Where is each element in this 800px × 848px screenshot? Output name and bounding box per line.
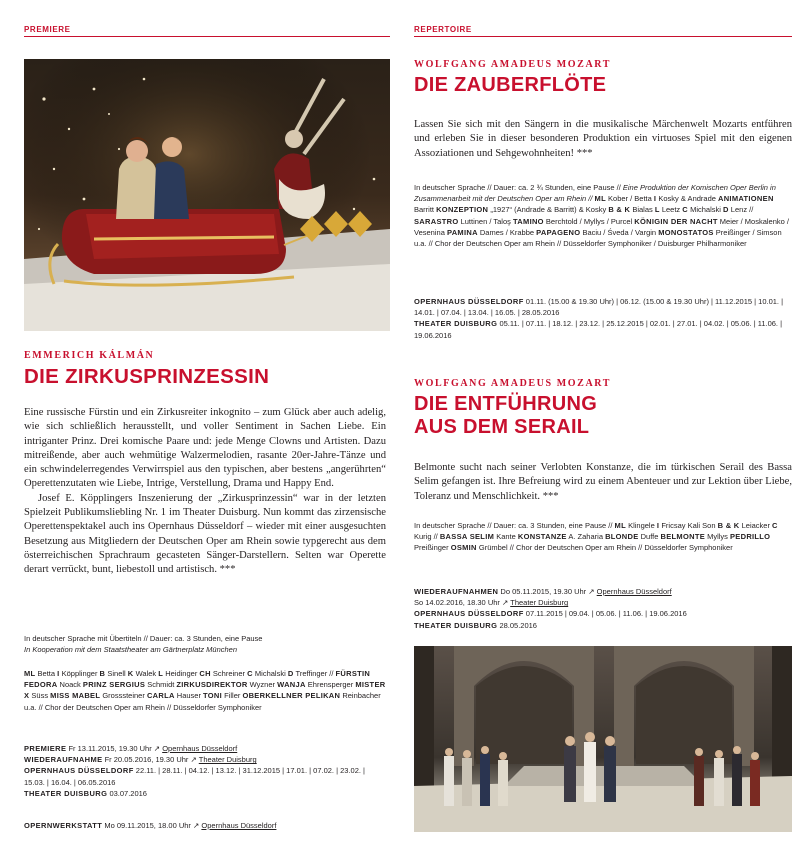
title-entfuehrung-line1: DIE ENTFÜHRUNG	[414, 393, 598, 415]
section-label-premiere: PREMIERE	[24, 25, 71, 34]
info-line: In deutscher Sprache mit Übertiteln // Dauer: ca. 3 Stunden, eine Pause	[24, 634, 263, 643]
composer-mozart-zauberfloete: WOLFGANG AMADEUS MOZART	[414, 59, 612, 70]
composer-kalman: EMMERICH KÁLMÁN	[24, 350, 155, 361]
stage-photo-serail	[414, 646, 792, 832]
info-block-zirkusprinzessin	[24, 633, 386, 655]
intro-entfuehrung: Belmonte sucht nach seiner Verlobten Konstanze, die im türkischen Serail des Bassa Selim gefangen ist. Ihre Befreiung wird zu einem Abenteuer und zur Lektion über Liebe, Toleranz und Menschlichkeit. ***	[414, 462, 792, 502]
photo-entfuehrung	[414, 646, 792, 832]
stage-photo-sleigh	[24, 59, 390, 331]
cooperation-line: In Kooperation mit dem Staatstheater am Gärtnerplatz München	[24, 645, 238, 655]
dates-zauberfloete: OPERNHAUS DÜSSELDORF 01.11. (15.00 & 19.30 Uhr) | 06.12. (15.00 & 19.30 Uhr) | 11.12.2015 | 10.01. | 14.01. | 07.04. | 13.04. | 16.05. | 28.05.2016 THEATER DUISBURG 05.11. | 07.11. | 18.12. | 23.12. | 25.12.2015 | 02.01. | 27.01. | 04.02. | 05.06. | 11.06. | 19.06.2016	[414, 297, 784, 340]
credits-zauberfloete: In deutscher Sprache // Dauer: ca. 2 ¾ Stunden, eine Pause // Eine Produktion der Komischen Oper Berlin in Zusammenarbeit mit der Deutschen Oper am Rhein // ML Kober / Betta I Kosky & Andrade ANIMATIONEN Barritt KONZEPTION „1927“ (Andrade & Barritt) & Kosky B & K Bialas L Leetz C Michalski D Lenz // SARASTRO Luttinen / Taloş TAMINO Berchtold / Myllys / Purcel KÖNIGIN DER NACHT Meier / Moskalenko / Vesenina PAMINA Dames / Krabbe PAPAGENO Baciu / Śveda / Vargin MONOSTATOS Preißinger / Simson u.a. // Chor der Deutschen Oper am Rhein // Düsseldorfer Symphoniker / Duisburger Philharmoniker	[414, 183, 789, 249]
section-rule-right	[414, 36, 792, 37]
title-entfuehrung	[414, 393, 597, 439]
intro-zauberfloete: Lassen Sie sich mit den Sängern in die musikalische Märchenwelt Mozarts entführen und erleben Sie in dieser besonderen Produktion ein virtuoses Spiel mit den eigenen Assoziationen und Sehgewohnheiten! ***	[414, 119, 792, 159]
title-zauberfloete: DIE ZAUBERFLÖTE	[414, 74, 607, 96]
title-zirkusprinzessin: DIE ZIRKUSPRINZESSIN	[24, 365, 270, 388]
title-entfuehrung-line2: AUS DEM SERAIL	[414, 416, 590, 438]
paragraph-intro: Eine russische Fürstin und ein Zirkusreiter inkognito – zum Glück aber auch adelig, wie sich schließlich herausstellt, und voller Sentiment in Sachen Liebe. Ein intriganter Prinz. Drei komische Paare und: jede Menge Clowns und Artisten. Dazu mitreißende, aber auch wehmütige Walzermelodien, rasante 20er-Jahre-Tänze und ein schwindelerregendes Verwirrspiel aus den typischen, aber bestens „angerührten“ Operettenzutaten wie Liebe, Intrige, Verstellung, Drama und Happy End.	[24, 407, 386, 490]
photo-zirkusprinzessin	[24, 59, 390, 331]
section-rule-left	[24, 36, 390, 37]
section-label-repertoire: REPERTOIRE	[414, 25, 472, 34]
credits-zirkusprinzessin: ML Betta I Köpplinger B Sinell K Walek L Heidinger CH Schreiner C Michalski D Treffinger // FÜRSTIN FEDORA Noack PRINZ SERGIUS Schmidt ZIRKUSDIREKTOR Wyzner WANJA Ehrensperger MISTER X Süss MISS MABEL Grosssteiner CARLA Hauser TONI Filler OBERKELLNER PELIKAN Reinbacher u.a. // Chor der Deutschen Oper am Rhein // Düsseldorfer Symphoniker	[24, 669, 386, 712]
dates-zirkusprinzessin[interactable]: PREMIERE Fr 13.11.2015, 19.30 Uhr ↗ Opernhaus Düsseldorf WIEDERAUFNAHME Fr 20.05.2016, 19.30 Uhr ↗ Theater Duisburg OPERNHAUS DÜSSELDORF 22.11. | 28.11. | 04.12. | 13.12. | 31.12.2015 | 17.01. | 07.02. | 23.02. | 15.03. | 16.04. | 06.05.2016 THEATER DUISBURG 03.07.2016	[24, 744, 366, 798]
credits-entfuehrung: In deutscher Sprache // Dauer: ca. 3 Stunden, eine Pause // ML Klingele I Fricsay Kali Son B & K Leiacker C Kurig // BASSA SELIM Kante KONSTANZE A. Zaharia BLONDE Duffe BELMONTE Myllys PEDRILLO Preißinger OSMIN Grümbel // Chor der Deutschen Oper am Rhein // Düsseldorfer Symphoniker	[414, 521, 778, 553]
paragraph-inszenierung: Josef E. Köpplingers Inszenierung der „Zirkusprinzessin“ war in der letzten Spielzeit Publikumsliebling Nr. 1 im Theater Duisburg. Nun kommt das zirzensische Operettenspektakel auch ins Opernhaus Düsseldorf – wieder mit einer ausgesuchten Besetzung aus Mitgliedern der Deutschen Oper am Rhein sowie typgerecht aus dem österreichischen Sprachraum gecasteten Sänger-Darstellern. Selten war Operette derart verrückt, bunt, liebestoll und artistisch. ***	[24, 492, 386, 576]
article-body-zirkusprinzessin	[24, 406, 386, 578]
composer-mozart-entfuehrung: WOLFGANG AMADEUS MOZART	[414, 378, 612, 389]
opernwerkstatt-date[interactable]: OPERNWERKSTATT Mo 09.11.2015, 18.00 Uhr ↗ Opernhaus Düsseldorf	[24, 821, 277, 830]
dates-entfuehrung[interactable]: WIEDERAUFNAHMEN Do 05.11.2015, 19.30 Uhr ↗ Opernhaus Düsseldorf So 14.02.2016, 18.30 Uhr ↗ Theater Duisburg OPERNHAUS DÜSSELDORF 07.11.2015 | 09.04. | 05.06. | 11.06. | 19.06.2016 THEATER DUISBURG 28.05.2016	[414, 587, 687, 630]
